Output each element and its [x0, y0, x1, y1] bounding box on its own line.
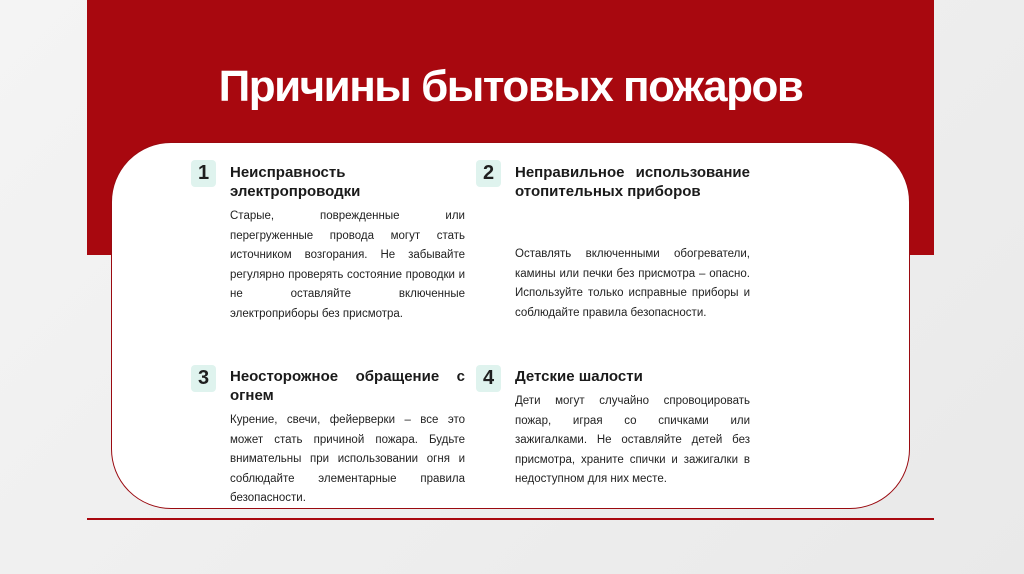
number-badge: 2 — [476, 160, 501, 187]
cause-heading: Неправильное использование отопительных приборов — [515, 164, 750, 200]
cause-heading: Детские шалости — [515, 368, 643, 385]
cause-description: Старые, поврежденные или перегруженные провода могут стать источником возгорания. Не забывайте регулярно проверять состояние проводки и не оставляйте включенные электроприборы без присмотра. — [230, 210, 465, 320]
cause-description: Оставлять включенными обогреватели, камины или печки без присмотра – опасно. Используйте только исправные приборы и соблюдайте правила безопасности. — [515, 248, 750, 319]
bottom-divider — [87, 518, 934, 520]
cause-description: Дети могут случайно спровоцировать пожар, играя со спичками или зажигалками. Не оставляйте детей без присмотра, храните спички и зажигалки в недоступном для них месте. — [515, 395, 750, 486]
cause-heading: Неосторожное обращение с огнем — [230, 368, 465, 404]
number-badge: 1 — [191, 160, 216, 187]
cause-description: Курение, свечи, фейерверки – все это может стать причиной пожара. Будьте внимательны при использовании огня и соблюдайте элементарные правила безопасности. — [230, 414, 465, 505]
cause-heading: Неисправность электропроводки — [230, 164, 361, 200]
number-badge: 3 — [191, 365, 216, 392]
number-badge: 4 — [476, 365, 501, 392]
slide-title: Причины бытовых пожаров — [218, 62, 803, 111]
